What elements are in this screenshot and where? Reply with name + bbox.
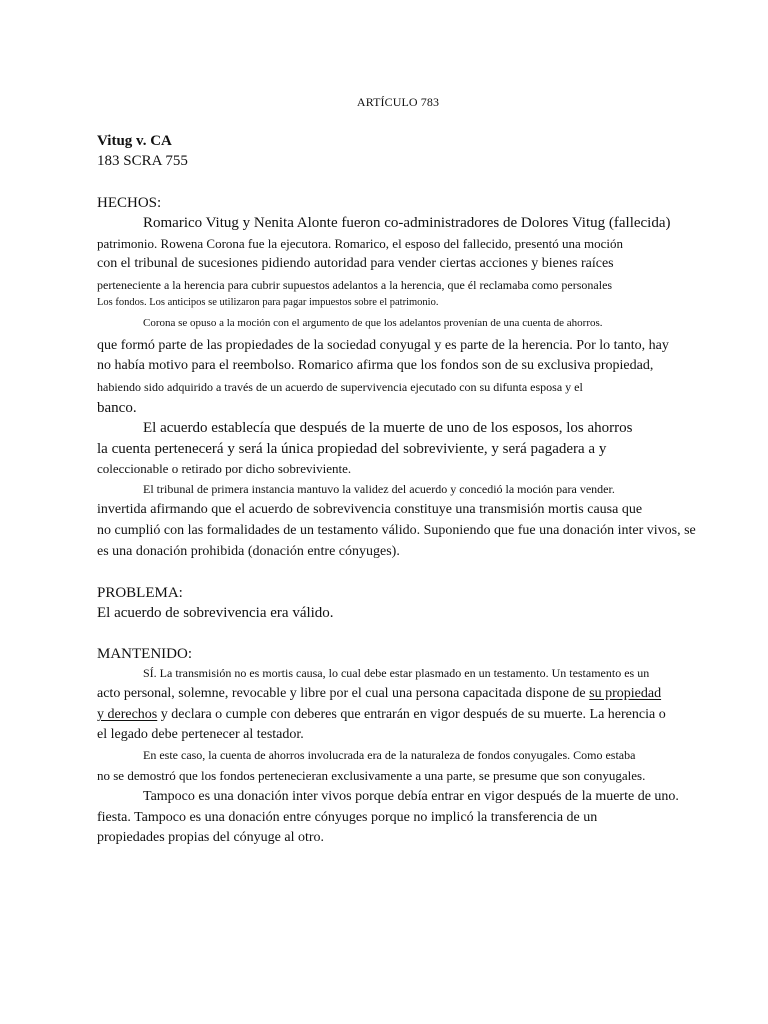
hechos-line: habiendo sido adquirido a través de un acuerdo de supervivencia ejecutado con su difunta esposa y el: [97, 380, 583, 394]
hechos-line: Los fondos. Los anticipos se utilizaron para pagar impuestos sobre el patrimonio.: [97, 297, 439, 308]
case-name: Vitug v. CA: [97, 133, 172, 149]
hechos-line: El acuerdo establecía que después de la muerte de uno de los esposos, los ahorros: [143, 420, 633, 436]
rights-link[interactable]: y derechos: [97, 707, 158, 722]
hechos-line: perteneciente a la herencia para cubrir supuestos adelantos a la herencia, que él reclamaba como personales: [97, 278, 613, 292]
mantenido-line: el legado debe pertenecer al testador.: [97, 727, 304, 742]
hechos-line: con el tribunal de sucesiones pidiendo autoridad para vender ciertas acciones y bienes raíces: [97, 256, 614, 271]
mantenido-line: no se demostró que los fondos pertenecieran exclusivamente a una parte, se presume que son conyugales.: [97, 768, 646, 783]
hechos-line: es una donación prohibida (donación entre cónyuges).: [97, 544, 400, 559]
mantenido-line: [97, 686, 661, 702]
case-citation: 183 SCRA 755: [97, 153, 188, 169]
mantenido-line: Tampoco es una donación inter vivos porque debía entrar en vigor después de la muerte de uno.: [143, 789, 679, 804]
hechos-line: no cumplió con las formalidades de un testamento válido. Suponiendo que fue una donación inter vivos, se: [97, 523, 696, 538]
hechos-line: El tribunal de primera instancia mantuvo la validez del acuerdo y concedió la moción para vender.: [143, 482, 615, 496]
mantenido-heading: MANTENIDO:: [97, 646, 192, 662]
hechos-line: no había motivo para el reembolso. Romarico afirma que los fondos son de su exclusiva propiedad,: [97, 358, 654, 373]
mantenido-line: propiedades propias del cónyuge al otro.: [97, 830, 325, 845]
article-title: ARTÍCULO 783: [356, 95, 440, 109]
mantenido-line: [97, 707, 666, 723]
property-link[interactable]: su propiedad: [589, 686, 662, 701]
problema-text: El acuerdo de sobrevivencia era válido.: [97, 605, 334, 621]
mantenido-line-text: acto personal, solemne, revocable y libre por el cual una persona capacitada dispone de: [97, 686, 590, 701]
hechos-line: Corona se opuso a la moción con el argumento de que los adelantos provenían de una cuenta de ahorros.: [143, 317, 603, 329]
hechos-line: la cuenta pertenecerá y será la única propiedad del sobreviviente, y será pagadera a y: [97, 441, 607, 457]
hechos-line: banco.: [97, 400, 137, 416]
mantenido-line: SÍ. La transmisión no es mortis causa, lo cual debe estar plasmado en un testamento. Un testamento es un: [143, 666, 650, 680]
mantenido-line: En este caso, la cuenta de ahorros involucrada era de la naturaleza de fondos conyugales. Como estaba: [143, 748, 636, 762]
hechos-line: Romarico Vitug y Nenita Alonte fueron co-administradores de Dolores Vitug (fallecida): [143, 215, 671, 231]
mantenido-line: fiesta. Tampoco es una donación entre cónyuges porque no implicó la transferencia de un: [97, 810, 598, 825]
problema-heading: PROBLEMA:: [97, 585, 183, 601]
hechos-line: patrimonio. Rowena Corona fue la ejecutora. Romarico, el esposo del fallecido, presentó una moción: [97, 236, 623, 251]
hechos-line: invertida afirmando que el acuerdo de sobrevivencia constituye una transmisión mortis causa que: [97, 502, 643, 517]
hechos-heading: HECHOS:: [97, 195, 162, 211]
hechos-line: que formó parte de las propiedades de la sociedad conyugal y es parte de la herencia. Por lo tanto, hay: [97, 338, 669, 353]
mantenido-line-text: y declara o cumple con deberes que entrarán en vigor después de su muerte. La herencia o: [157, 707, 666, 722]
hechos-line: coleccionable o retirado por dicho sobreviviente.: [97, 461, 352, 476]
